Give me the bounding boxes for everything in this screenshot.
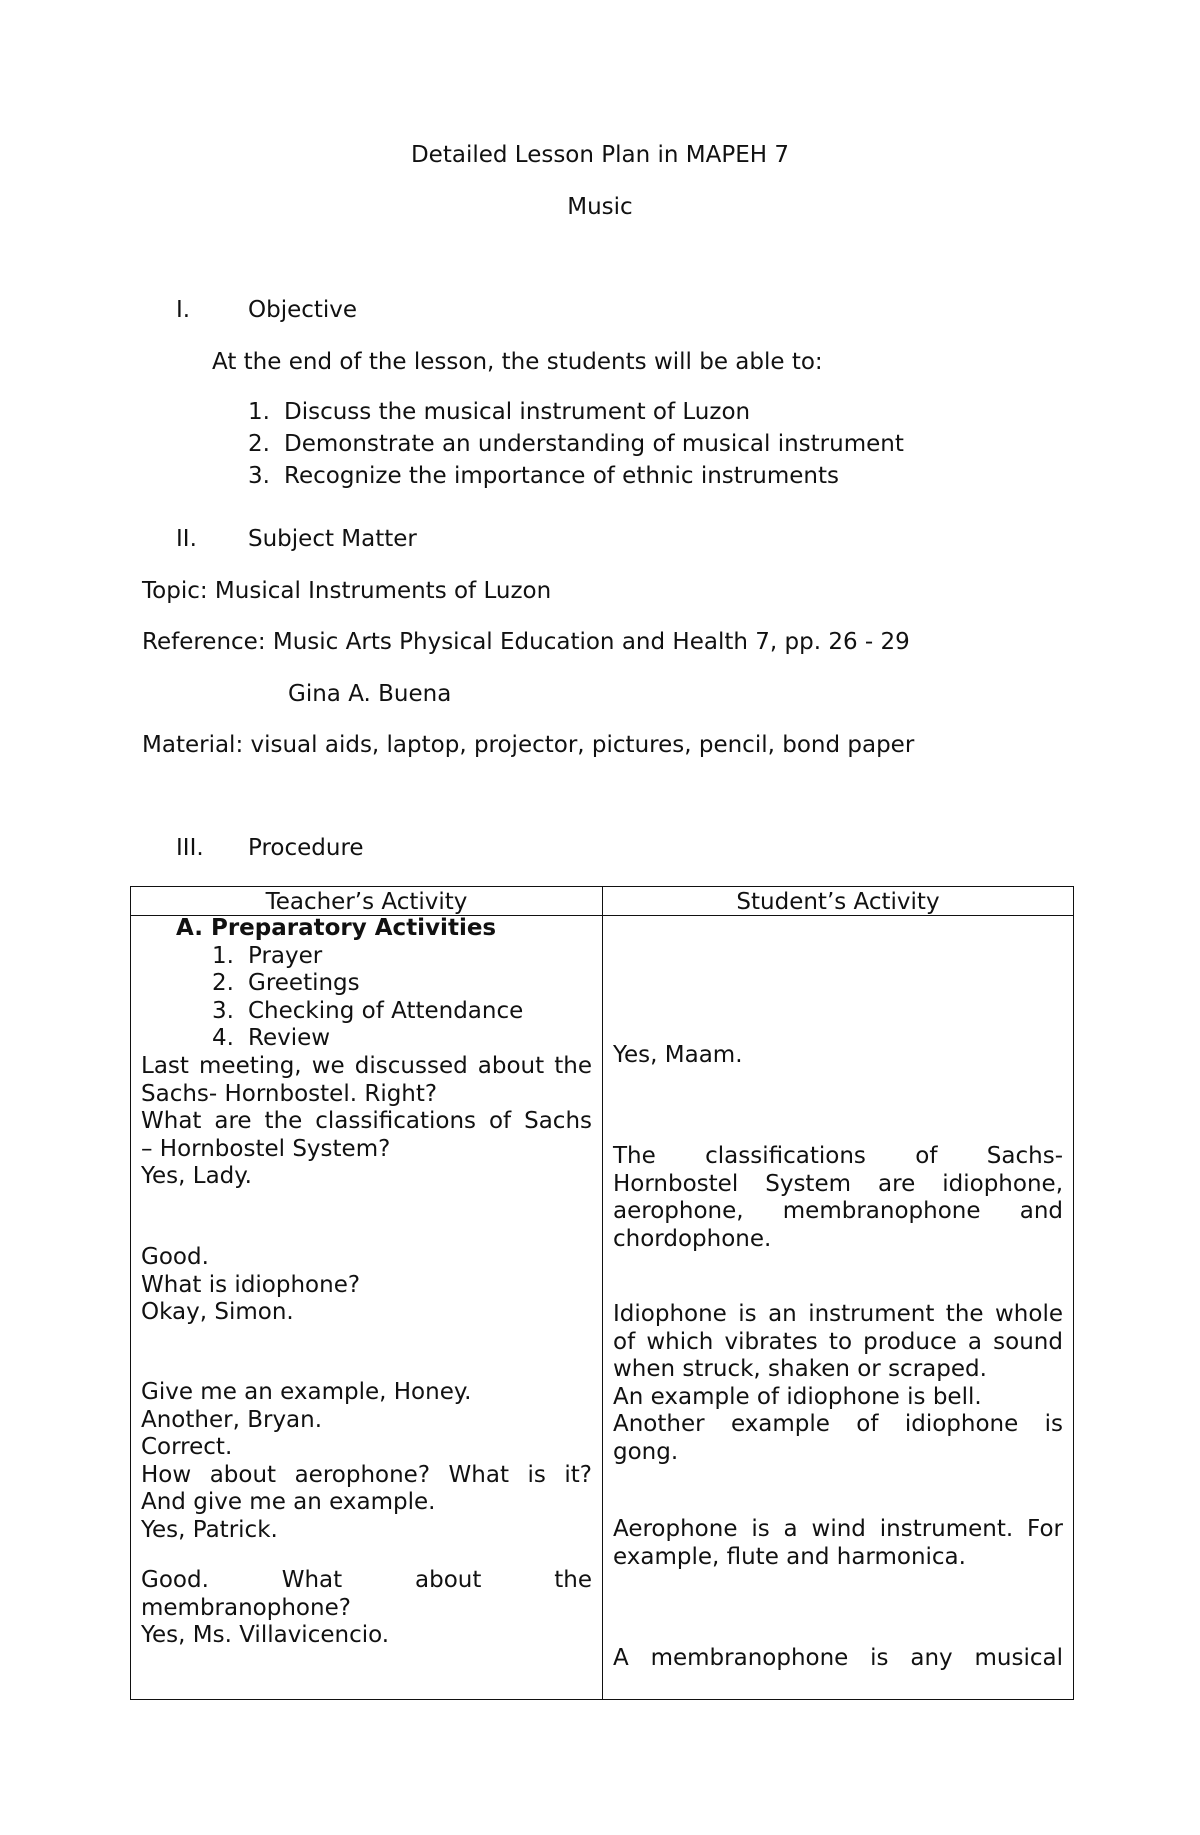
document-subtitle: Music bbox=[567, 194, 633, 220]
student-line: Another example of idiophone is bbox=[613, 1411, 1063, 1437]
teacher-activity-block bbox=[141, 1244, 592, 1327]
student-line: An example of idiophone is bell. bbox=[613, 1383, 982, 1410]
subject-topic: Topic: Musical Instruments of Luzon bbox=[142, 578, 552, 604]
prep-item: Prayer bbox=[248, 943, 323, 969]
column-header-teacher: Teacher’s Activity bbox=[265, 889, 468, 915]
student-line: The classifications of Sachs- bbox=[613, 1143, 1063, 1169]
teacher-line: Okay, Simon. bbox=[141, 1299, 294, 1325]
prep-item-number: 2. bbox=[212, 970, 234, 996]
column-header-student: Student’s Activity bbox=[736, 889, 940, 915]
subject-material: Material: visual aids, laptop, projector, pictures, pencil, bond paper bbox=[142, 732, 915, 758]
teacher-line: – Hornbostel System? bbox=[141, 1135, 391, 1162]
student-line: aerophone, membranophone and bbox=[613, 1198, 1063, 1224]
student-line: A membranophone is any musical bbox=[613, 1645, 1063, 1671]
prep-item-number: 1. bbox=[212, 943, 234, 969]
objective-item: Demonstrate an understanding of musical instrument bbox=[284, 431, 904, 457]
student-line: example, flute and harmonica. bbox=[613, 1543, 966, 1570]
column-divider bbox=[602, 887, 603, 1699]
objective-intro: At the end of the lesson, the students will be able to: bbox=[212, 349, 823, 375]
teacher-line: Good. bbox=[141, 1244, 209, 1270]
section-numeral-objective: I. bbox=[176, 297, 191, 323]
section-heading-subject-matter: Subject Matter bbox=[248, 526, 417, 552]
teacher-line: Good. What about the bbox=[141, 1567, 592, 1593]
preparatory-activities-heading: A. Preparatory Activities bbox=[176, 915, 497, 941]
student-activity-block bbox=[613, 1516, 1063, 1571]
student-line: Aerophone is a wind instrument. For bbox=[613, 1516, 1063, 1542]
objective-item-number: 1. bbox=[248, 399, 270, 425]
teacher-line: membranophone? bbox=[141, 1594, 351, 1621]
student-line: of which vibrates to produce a sound bbox=[613, 1328, 1063, 1355]
procedure-table bbox=[130, 886, 1074, 1700]
subject-author: Gina A. Buena bbox=[288, 681, 452, 707]
teacher-line: Last meeting, we discussed about the bbox=[141, 1053, 592, 1079]
prep-item-number: 4. bbox=[212, 1025, 234, 1051]
student-activity-block bbox=[613, 1042, 1063, 1070]
student-activity-block bbox=[613, 1645, 1063, 1673]
section-numeral-procedure: III. bbox=[176, 835, 204, 861]
student-line: Yes, Maam. bbox=[613, 1042, 743, 1068]
teacher-activity-block bbox=[141, 1379, 592, 1544]
subject-reference: Reference: Music Arts Physical Education and Health 7, pp. 26 - 29 bbox=[142, 629, 910, 655]
objective-item: Recognize the importance of ethnic instruments bbox=[284, 463, 839, 489]
section-heading-objective: Objective bbox=[248, 297, 358, 323]
teacher-line: And give me an example. bbox=[141, 1489, 436, 1515]
objective-item-number: 3. bbox=[248, 463, 270, 489]
prep-item: Checking of Attendance bbox=[248, 998, 524, 1024]
teacher-line: Yes, Ms. Villavicencio. bbox=[141, 1622, 390, 1648]
objective-item-number: 2. bbox=[248, 431, 270, 457]
teacher-activity-block bbox=[141, 1053, 592, 1191]
teacher-line: What are the classifications of Sachs bbox=[141, 1108, 592, 1134]
teacher-line: Correct. bbox=[141, 1434, 233, 1460]
student-activity-block bbox=[613, 1143, 1063, 1253]
student-line: Hornbostel System are idiophone, bbox=[613, 1170, 1063, 1197]
prep-item: Review bbox=[248, 1025, 331, 1051]
teacher-line: Another, Bryan. bbox=[141, 1406, 323, 1433]
teacher-line: Yes, Patrick. bbox=[141, 1516, 278, 1543]
student-line: Idiophone is an instrument the whole bbox=[613, 1301, 1063, 1327]
student-line: chordophone. bbox=[613, 1225, 772, 1252]
document-title: Detailed Lesson Plan in MAPEH 7 bbox=[410, 142, 790, 168]
teacher-line: What is idiophone? bbox=[141, 1271, 361, 1298]
section-numeral-subject-matter: II. bbox=[176, 526, 197, 552]
section-heading-procedure: Procedure bbox=[248, 835, 364, 861]
prep-item: Greetings bbox=[248, 970, 360, 996]
teacher-line: How about aerophone? What is it? bbox=[141, 1461, 592, 1488]
prep-item-number: 3. bbox=[212, 998, 234, 1024]
objective-item: Discuss the musical instrument of Luzon bbox=[284, 399, 751, 425]
teacher-activity-block bbox=[141, 1567, 592, 1650]
teacher-line: Give me an example, Honey. bbox=[141, 1379, 472, 1405]
student-activity-block bbox=[613, 1301, 1063, 1466]
student-line: gong. bbox=[613, 1438, 679, 1465]
student-line: when struck, shaken or scraped. bbox=[613, 1356, 987, 1382]
teacher-line: Sachs- Hornbostel. Right? bbox=[141, 1080, 438, 1107]
teacher-line: Yes, Lady. bbox=[141, 1163, 252, 1189]
